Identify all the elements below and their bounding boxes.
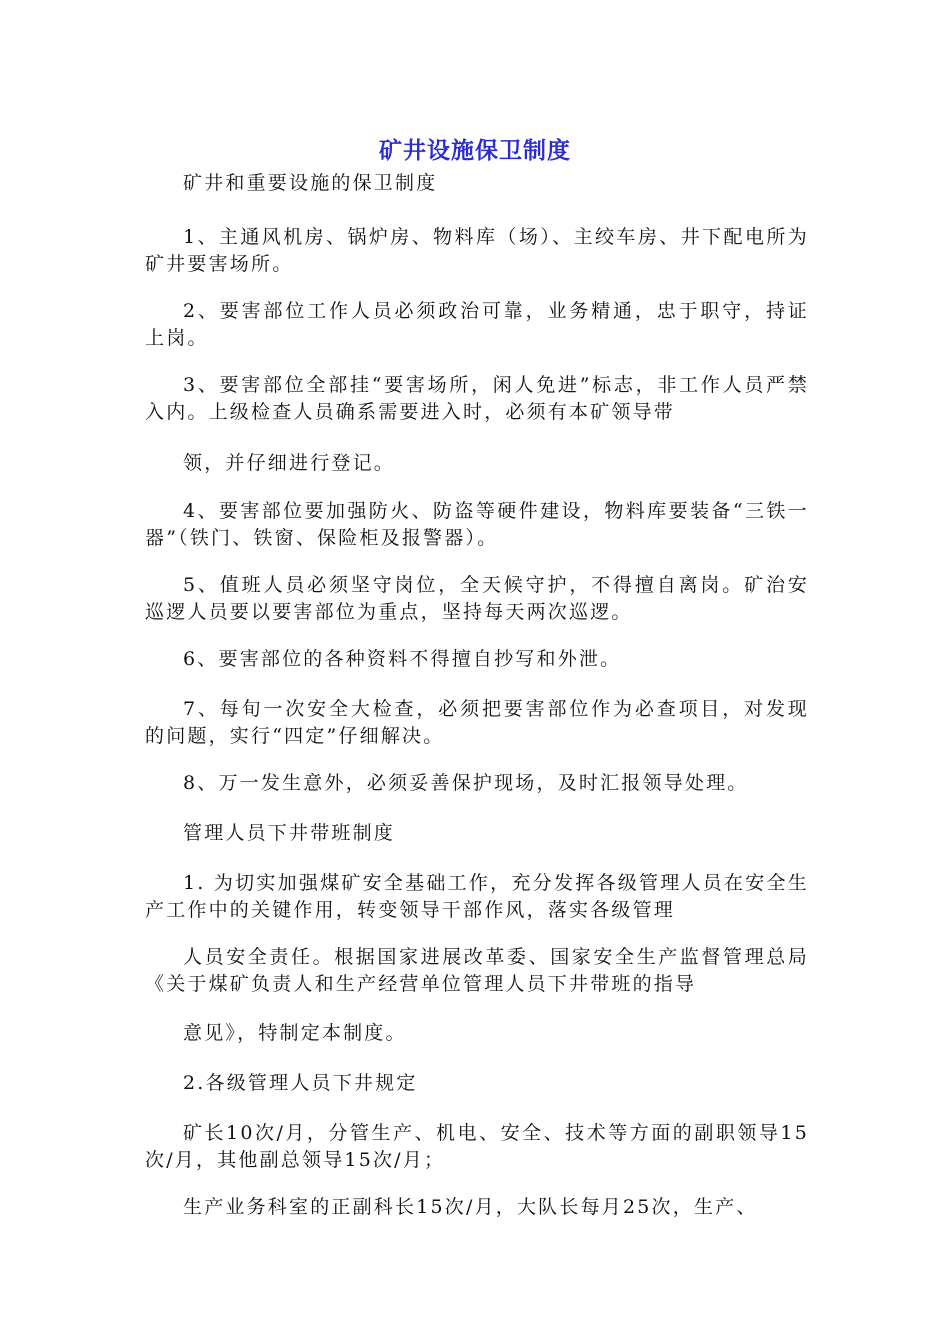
paragraph-item-1: 1、主通风机房、锅炉房、物料库（场）、主绞车房、井下配电所为矿井要害场所。: [145, 226, 809, 275]
paragraph-shift-2: 2.各级管理人员下井规定: [183, 1072, 418, 1094]
paragraph-item-5: 5、值班人员必须坚守岗位，全天候守护，不得擅自离岗。矿治安巡逻人员要以要害部位为重点，坚持每天两次巡逻。: [145, 574, 809, 623]
paragraph-heading-security: 矿井和重要设施的保卫制度: [183, 172, 438, 194]
paragraph-shift-quota-1: 矿长10次/月，分管生产、机电、安全、技术等方面的副职领导15次/月，其他副总领导15次/月；: [145, 1122, 809, 1171]
document-title: 矿井设施保卫制度: [379, 138, 571, 164]
paragraph-shift-quota-2: 生产业务科室的正副科长15次/月，大队长每月25次，生产、: [183, 1196, 758, 1218]
paragraph-item-2: 2、要害部位工作人员必须政治可靠，业务精通，忠于职守，持证上岗。: [145, 300, 809, 349]
paragraph-item-7: 7、每旬一次安全大检查，必须把要害部位作为必查项目，对发现的问题，实行“四定”仔细解决。: [145, 698, 809, 747]
paragraph-item-3-cont: 领，并仔细进行登记。: [183, 452, 396, 474]
paragraph-item-6: 6、要害部位的各种资料不得擅自抄写和外泄。: [183, 648, 622, 670]
paragraph-shift-1-cont: 人员安全责任。根据国家进展改革委、国家安全生产监督管理总局《关于煤矿负责人和生产经营单位管理人员下井带班的指导: [145, 946, 809, 995]
paragraph-shift-1: 1. 为切实加强煤矿安全基础工作，充分发挥各级管理人员在安全生产工作中的关键作用，转变领导干部作风，落实各级管理: [145, 872, 809, 921]
paragraph-item-3: 3、要害部位全部挂“要害场所，闲人免进”标志，非工作人员严禁入内。上级检查人员确系需要进入时，必须有本矿领导带: [145, 374, 809, 423]
paragraph-item-4: 4、要害部位要加强防火、防盗等硬件建设，物料库要装备“三铁一器”（铁门、铁窗、保险柜及报警器）。: [145, 500, 809, 549]
paragraph-shift-1-end: 意见》，特制定本制度。: [183, 1022, 407, 1044]
paragraph-heading-shift: 管理人员下井带班制度: [183, 822, 396, 844]
paragraph-item-8: 8、万一发生意外，必须妥善保护现场，及时汇报领导处理。: [183, 772, 749, 794]
